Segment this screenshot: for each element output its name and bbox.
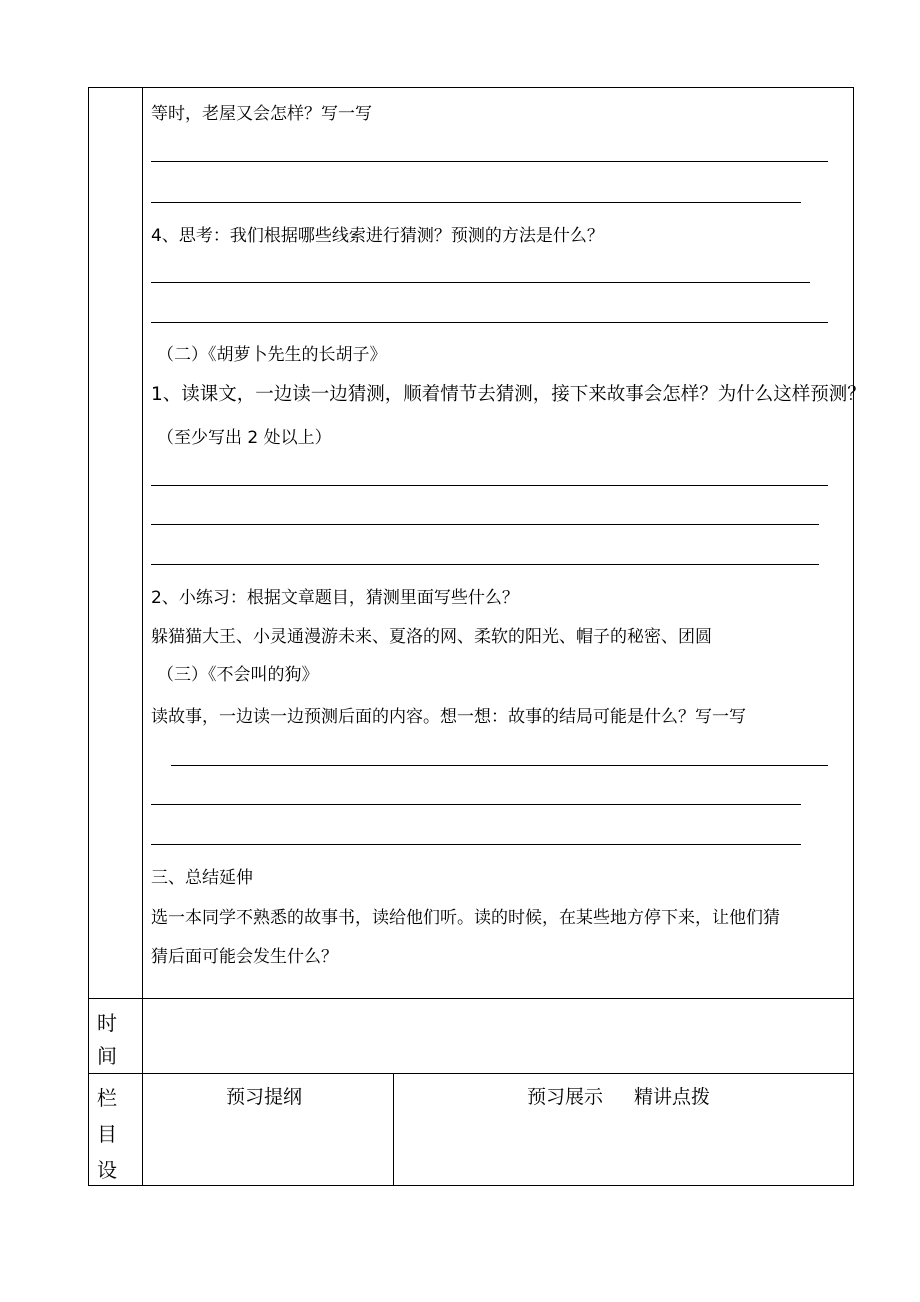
answer-line <box>151 524 819 525</box>
answer-line <box>151 564 819 565</box>
answer-line <box>151 485 828 486</box>
summary-title: 三、总结延伸 <box>151 868 253 888</box>
summary-text-line-1: 选一本同学不熟悉的故事书，读给他们听。读的时候，在某些地方停下来，让他们猜 <box>151 908 780 928</box>
answer-line <box>171 765 828 766</box>
label-column-divider <box>142 87 143 1186</box>
columns-label-1: 栏 <box>97 1086 117 1110</box>
answer-line <box>151 202 801 203</box>
question-4: 4、思考：我们根据哪些线索进行猜测？预测的方法是什么？ <box>151 226 604 246</box>
section-two-question-1: 1、读课文，一边读一边猜测，顺着情节去猜测，接下来故事会怎样？为什么这样预测？ <box>151 384 866 405</box>
columns-label-2: 目 <box>97 1122 117 1146</box>
table-bottom-border <box>88 1185 854 1186</box>
answer-line <box>151 282 810 283</box>
section-three-title: （三）《不会叫的狗》 <box>157 665 319 685</box>
answer-line <box>151 844 801 845</box>
preview-show-header: 预习展示 <box>527 1086 604 1108</box>
table-top-border <box>88 87 854 88</box>
section-two-question-1-note: （至少写出 2 处以上） <box>157 428 332 448</box>
time-label-2: 间 <box>97 1044 117 1068</box>
section-two-question-2: 2、小练习：根据文章题目，猜测里面写些什么？ <box>151 588 519 608</box>
preview-outline-header: 预习提纲 <box>226 1086 303 1108</box>
table-right-border <box>853 87 854 1186</box>
table-left-border <box>88 87 89 1186</box>
summary-text-line-2: 猜后面可能会发生什么？ <box>151 947 338 967</box>
time-label-1: 时 <box>97 1011 117 1035</box>
answer-line <box>151 804 801 805</box>
section-two-book-titles: 躲猫猫大王、小灵通漫游未来、夏洛的网、柔软的阳光、帽子的秘密、团圆 <box>151 627 712 647</box>
key-points-header: 精讲点拨 <box>634 1086 711 1108</box>
row-divider-columns <box>88 1073 854 1074</box>
section-two-title: （二）《胡萝卜先生的长胡子》 <box>157 345 387 365</box>
question-3-tail: 等时，老屋又会怎样？写一写 <box>151 104 372 124</box>
answer-line <box>151 161 828 162</box>
columns-row-divider <box>393 1073 394 1185</box>
columns-label-3: 设 <box>97 1158 117 1182</box>
section-three-task: 读故事，一边读一边预测后面的内容。想一想：故事的结局可能是什么？写一写 <box>151 707 746 727</box>
row-divider-time <box>88 998 854 999</box>
answer-line <box>151 322 828 323</box>
